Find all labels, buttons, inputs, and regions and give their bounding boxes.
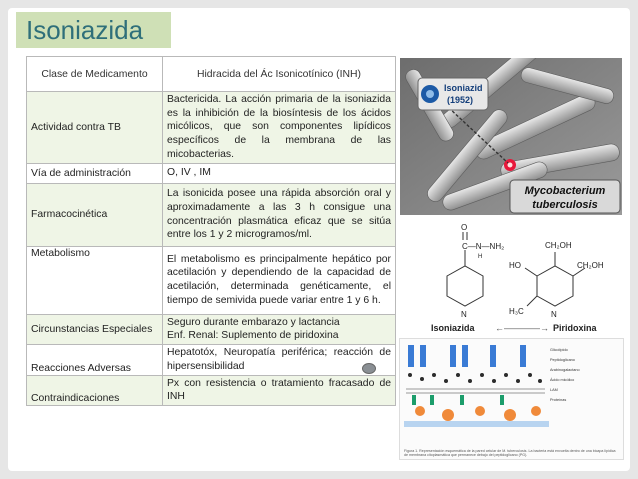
row-value: El metabolismo es principalmente hepático por acetilación y dependiendo de la capacidad de acetilación, determinada genéticamente, el tiempo de semivida puede variar entre 1 y 6 h. — [163, 246, 396, 314]
legend-item: Ácido micólico — [550, 378, 575, 382]
carbonyl-label: O — [461, 223, 468, 232]
figure-legend — [550, 345, 620, 405]
n-right-label: N — [551, 310, 557, 319]
row-label: Circunstancias Especiales — [27, 314, 163, 344]
ho-label: HO — [509, 261, 521, 270]
badge-line1: Isoniazid — [444, 83, 483, 93]
chemical-structures — [425, 218, 613, 336]
hydrazide-label: C—N—NH₂ — [462, 242, 505, 251]
isoniazida-label: Isoniazida — [431, 323, 475, 333]
table-row — [27, 345, 396, 375]
table-row — [27, 163, 396, 183]
slide-title: Isoniazida — [16, 12, 171, 48]
legend-item: LAM — [550, 388, 558, 392]
table-row — [27, 183, 396, 246]
piridoxina-label: Piridoxina — [553, 323, 597, 333]
photo-caption — [510, 180, 620, 213]
svg-text:←————→: ←————→ — [495, 323, 549, 333]
row-value: Px con resistencia o tratamiento fracasado de INH — [163, 375, 396, 405]
row-value: O, IV , IM — [163, 163, 396, 183]
table-row — [27, 375, 396, 405]
row-label: Farmacocinética — [27, 183, 163, 246]
legend-item: Peptidoglicano — [550, 358, 575, 362]
table-header-row — [27, 57, 396, 92]
row-label: Vía de administración — [27, 163, 163, 183]
legend-item: Proteínas — [550, 398, 567, 402]
chemical-structures-svg — [425, 218, 613, 336]
mycobacterium-image — [400, 58, 622, 215]
figure-caption: Figura 1. Representación esquemática de la pared celular de M. tuberculosis. La bacteria está envuelta dentro de una bicapa lipídica de membrana citoplasmática que permanece debajo del peptidoglicano (PG). — [404, 448, 616, 457]
table-row — [27, 92, 396, 164]
row-value: Seguro durante embarazo y lactancia Enf. Renal: Suplemento de piridoxina — [163, 314, 396, 344]
h3c-label: H₃C — [509, 307, 524, 316]
drug-info-table — [26, 56, 396, 406]
legend-item: Arabinogalactano — [550, 368, 580, 372]
row-label: Metabolismo — [27, 246, 163, 314]
n-left-label: N — [461, 310, 467, 319]
header-cell-class: Clase de Medicamento — [27, 57, 163, 92]
row-label: Actividad contra TB — [27, 92, 163, 164]
header-cell-class-value: Hidracida del Ác Isonicotínico (INH) — [163, 57, 396, 92]
row-value: La isonicida posee una rápida absorción oral y aproximadamente a las 3 h consigue una concentración plasmática eficaz que se sitúa entre los 1 y 2 microgramos/ml. — [163, 183, 396, 246]
badge-line2: (1952) — [447, 95, 474, 105]
ch2oh-right-label: CH₂OH — [577, 261, 604, 270]
row-value: Bactericida. La acción primaria de la isoniazida es la inhibición de la biosíntesis de los ácidos micólicos, que son componentes lipídicos específicos de la membrana de las micobacterias. — [163, 92, 396, 164]
pointer-marker — [362, 363, 376, 374]
caption-line1: Mycobacterium — [524, 185, 606, 197]
h-atom-label: H — [478, 254, 483, 260]
mycobacterium-photo — [400, 58, 622, 215]
cell-wall-figure — [399, 338, 624, 460]
table-row — [27, 246, 396, 314]
legend-item: Glicolípido — [550, 348, 568, 352]
ch2oh-top-label: CH₂OH — [545, 241, 572, 250]
table-row — [27, 314, 396, 344]
row-label: Reacciones Adversas — [27, 345, 163, 375]
row-value: Hepatotóx, Neuropatía periférica; reacción de hipersensibilidad — [163, 345, 396, 375]
caption-line2: tuberculosis — [532, 199, 598, 211]
row-label: Contraindicaciones — [27, 375, 163, 405]
